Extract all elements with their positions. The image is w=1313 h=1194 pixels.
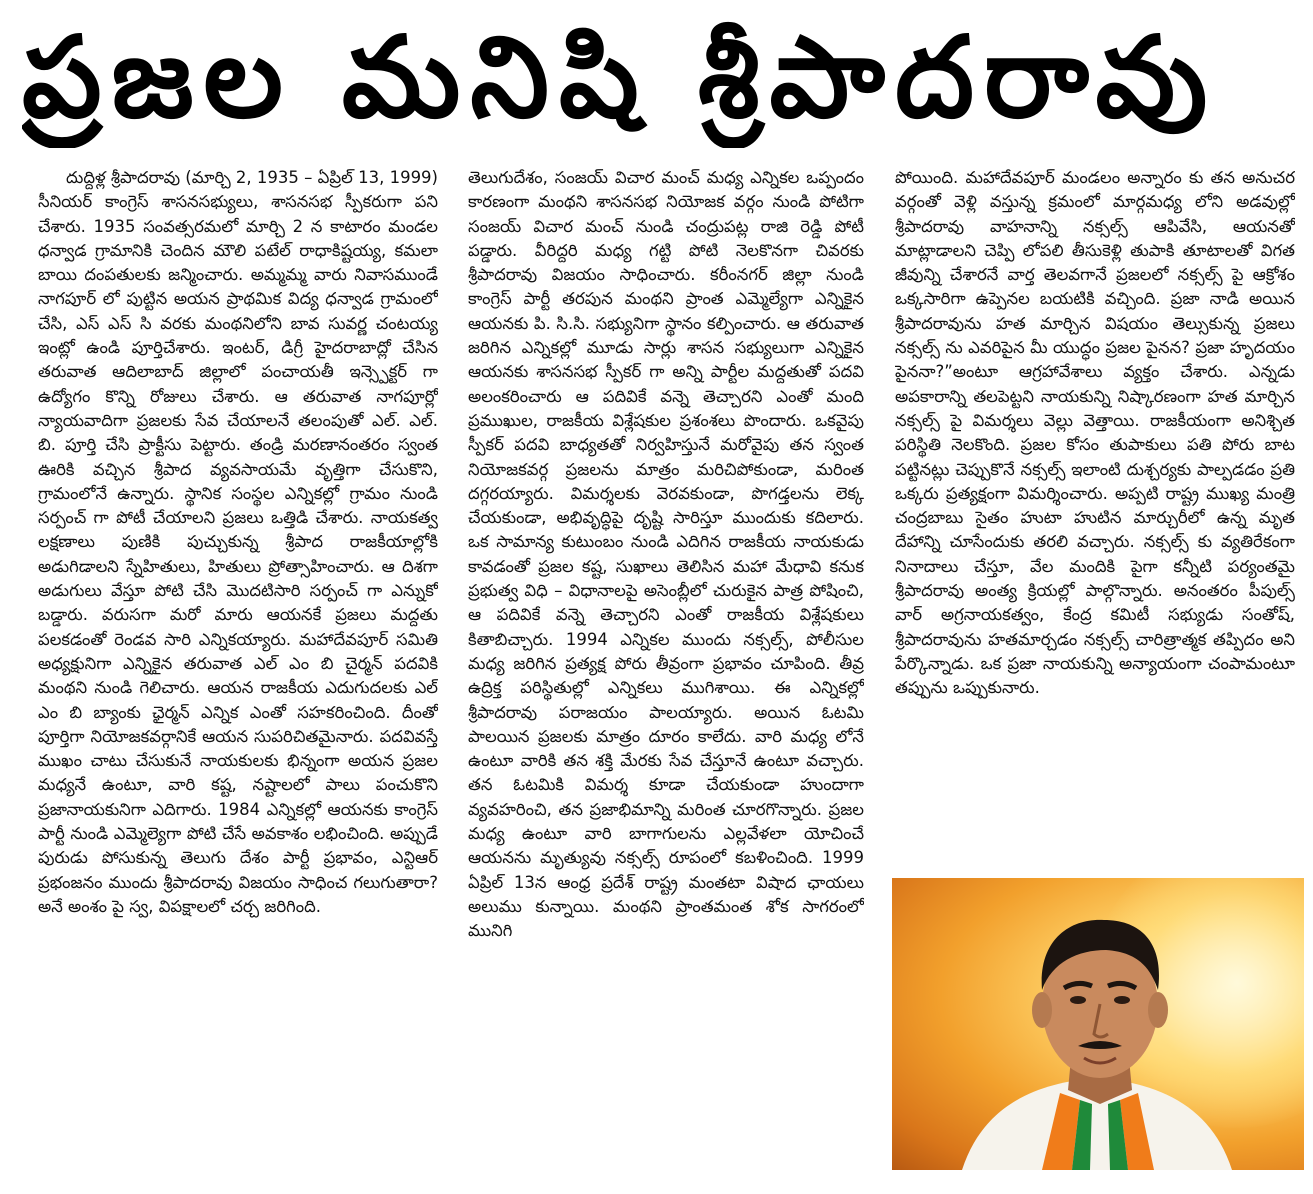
eye-left — [1070, 996, 1086, 1004]
article-column-3 — [895, 166, 1295, 872]
ear-right — [1148, 992, 1168, 1028]
ear-left — [1032, 992, 1052, 1028]
eye-right — [1114, 996, 1130, 1004]
portrait-photo-icon — [892, 878, 1304, 1170]
portrait-photo — [892, 878, 1304, 1170]
column-2-text: తెలుగుదేశం, సంజయ్ విచార మంచ్ మధ్య ఎన్నికల ఒప్పందం కారణంగా మంథని శాసనసభ నియోజక వర్గం నుండి పోటిగా సంజయ్ విచార మంచ్ నుండి చంద్రుపట్ల రాజి రెడ్డి పోటీ పడ్డారు. వీరిద్దరి మధ్య గట్టి పోటి నెలకొనగా చివరకు శ్రీపాదరావు విజయం సాధించారు. కరీంనగర్ జిల్లా నుండి కాంగ్రెస్ పార్టీ తరపున మంథని ప్రాంత ఎమ్మెల్యేగా ఎన్నికైన ఆయనకు పి. సి.సి. సభ్యునిగా స్థానం కల్పించారు. ఆ తరువాత జరిగిన ఎన్నికల్లో మూడు సార్లు శాసన సభ్యులుగా ఎన్నికైన ఆయనకు శాసనసభ స్పీకర్ గా అన్ని పార్టీల మద్దతుతో పదవి అలంకరించారు ఆ పదివికే వన్నె తెచ్చారని ఎంతో మంది ప్రముఖుల, రాజకీయ విశ్లేషకుల ప్రశంశలు పొందారు. ఒకవైపు స్పీకర్ పదవి బాధ్యతతో నిర్వహిస్తునే మరోవైపు తన స్వంత నియోజకవర్గ ప్రజలను మాత్రం మరిచిపోకుండా, మరింత దగ్గరయ్యారు. విమర్శలకు వెరవకుండా, పొగడ్తలను లెక్క చేయకుండా, అభివృద్ధిపై దృష్టి సారిస్తూ ముందుకు కదిలారు. ఒక సామాన్య కుటుంబం నుండి ఎదిగిన రాజకీయ నాయకుడు కావడంతో ప్రజల కష్ట, సుఖాలు తెలిసిన మహా మేధావి కనుక ప్రభుత్వ విధి – విధానాలపై అసెంబ్లీలో చురుకైన పాత్ర పోషించి, ఆ పదివికే వన్నె తెచ్చారని ఎంతో రాజకీయ విశ్లేషకులు కితాబిచ్చారు. 1994 ఎన్నికల ముందు నక్సల్స్, పోలీసుల మధ్య జరిగిన ప్రత్యక్ష పోరు తీవ్రంగా ప్రభావం చూపింది. తీవ్ర ఉద్రిక్త పరిస్థితుల్లో ఎన్నికలు ముగిశాయి. ఈ ఎన్నికల్లో శ్రీపాదరావు పరాజయం పాలయ్యారు. అయిన ఓటమి పాలయిన ప్రజలకు మాత్రం దూరం కాలేదు. వారి మధ్య లోనే ఉంటూ వారికి తన శక్తి మేరకు సేవ చేస్తూనే ఉంటూ వచ్చారు. తన ఓటమికి విమర్శ కూడా చేయకుండా హుందాగా వ్యవహరించి, తన ప్రజాభిమాన్ని మరింత చూరగొన్నారు. ప్రజల మధ్య ఉంటూ వారి బాగాగులను ఎల్లవేళలా యోచించే ఆయనను మృత్యువు నక్సల్స్ రూపంలో కబళించింది. 1999 ఏప్రిల్ 13న ఆంధ్ర ప్రదేశ్ రాష్ట్ర మంతటా విషాద ఛాయలు అలుము కున్నాయి. మంథని ప్రాంతమంత శోక సాగరంలో మునిగి — [468, 168, 864, 941]
headline: ప్రజల మనిషి శ్రీపాదరావు — [22, 13, 1218, 143]
article-column-2 — [468, 166, 864, 1186]
column-3-text: పోయింది. మహాదేవపూర్ మండలం అన్నారం కు తన అనుచర వర్గంతో వెళ్లి వస్తున్న క్రమంలో మార్గమధ్య లోని అడవుల్లో శ్రీపాదరావు వాహనాన్ని నక్సల్స్ ఆపివేసి, ఆయనతో మాట్లాడాలని చెప్పి లోపలి తీసుకెళ్లి తుపాకి తూటాలతో విగత జీవున్ని చేశారనే వార్త తెలవగానే ప్రజలలో నక్సల్స్ పై ఆక్రోశం ఒక్కసారిగా ఉప్పెనల బయటికి వచ్చింది. ప్రజా నాడి అయిన శ్రీపాదరావును హత మార్చిన విషయం తెల్సుకున్న ప్రజలు నక్సల్స్ ను ఎవరిపైన మీ యుద్ధం ప్రజల పైనన? ప్రజా హృదయం పైననా?”అంటూ ఆగ్రహావేశాలు వ్యక్తం చేశారు. ఎన్నడు అపకారాన్ని తలపెట్టని నాయకున్ని నిష్కారణంగా హత మార్చిన నక్సల్స్ పై విమర్శలు వెల్లు వెత్తాయి. రాజకీయంగా అనిశ్చిత పరిస్థితి నెలకొంది. ప్రజల కోసం తుపాకులు పతి పోరు బాట పట్టినట్లు చెప్పుకొనే నక్సల్స్ ఇలాంటి దుశ్చర్యకు పాల్పడడం ప్రతి ఒక్కరు ప్రత్యక్షంగా విమర్శించారు. అప్పటి రాష్ట్ర ముఖ్య మంత్రి చంద్రబాబు సైతం హుటా హుటిన మార్చురీలో ఉన్న మృత దేహాన్ని చూసేందుకు తరలి వచ్చారు. నక్సల్స్ కు వ్యతిరేకంగా నినాదాలు చేస్తూ, వేల మందికి పైగా కన్నీటి పర్యంతమై శ్రీపాదరావు అంత్య క్రియల్లో పాల్గొన్నారు. అనంతరం పీపుల్స్ వార్ అగ్రనాయకత్వం, కేంద్ర కమిటీ సభ్యుడు సంతోష్, శ్రీపాదరావును హతమార్చడం నక్సల్స్ చారిత్రాత్మక తప్పిదం అని పేర్కొన్నాడు. ఒక ప్రజా నాయకున్ని అన్యాయంగా చంపామంటూ తప్పును ఒప్పుకునారు. — [895, 168, 1295, 698]
column-1-text: దుద్దిళ్ల శ్రీపాదరావు (మార్చి 2, 1935 – ఏప్రిల్ 13, 1999) సీనియర్ కాంగ్రెస్ శాసనసభ్యులు, శాసనసభ స్పీకరుగా పని చేశారు. 1935 సంవత్సరమలో మార్చి 2 న కాటారం మండల ధన్వాడ గ్రామానికి చెందిన మౌలి పటేల్ రాధాకిష్టయ్య, కమలా బాయి దంపతులకు జన్మించారు. అమ్మమ్మ వారు నివాసముండే నాగపూర్ లో పుట్టిన అయన ప్రాథమిక విద్య ధన్వాడ గ్రామంలో చేసి, ఎస్ ఎస్ సి వరకు మంథనిలోని బావ సువర్ణ చంటయ్య ఇంట్లో ఉండి పూర్తిచేశారు. ఇంటర్, డిగ్రీ హైదరాబాద్లో చేసిన తరువాత ఆదిలాబాద్ జిల్లాలో పంచాయతీ ఇన్స్పెక్టర్ గా ఉద్యోగం కొన్ని రోజులు చేశారు. ఆ తరువాత నాగపూర్లో న్యాయవాదిగా ప్రజలకు సేవ చేయాలనే తలంపుతో ఎల్. ఎల్. బి. పూర్తి చేసి ప్రాక్టీసు పెట్టారు. తండ్రి మరణానంతరం స్వంత ఊరికి వచ్చిన శ్రీపాద వ్యవసాయమే వృత్తిగా చేసుకొని, గ్రామంలోనే ఉన్నారు. స్థానిక సంస్థల ఎన్నికల్లో గ్రామం నుండి సర్పంచ్ గా పోటీ చేయాలని ప్రజలు ఒత్తిడి చేశారు. నాయకత్వ లక్షణాలు పుణికి పుచ్చుకున్న శ్రీపాద రాజకీయాల్లోకి అడుగిడాలని స్నేహితులు, హితులు ప్రోత్సాహించారు. ఆ దిశగా అడుగులు వేస్తూ పోటి చేసి మొదటిసారి సర్పంచ్ గా ఎన్నుకో బడ్డారు. వరుసగా మరో మారు ఆయనకే ప్రజలు మద్దతు పలకడంతో రెండవ సారి ఎన్నికయ్యారు. మహాదేవపూర్ సమితి అధ్యక్షునిగా ఎన్నికైన తరువాత ఎల్ ఎం బి చైర్మన్ పదవికి మంథని నుండి గెలిచారు. ఆయన రాజకీయ ఎదుగుదలకు ఎల్ ఎం బి బ్యాంకు ఛైర్మన్ ఎన్నిక ఎంతో సహకరించింది. దీంతో పూర్తిగా నియోజకవర్గానికే ఆయన సుపరిచితమైనారు. పదవివస్తే ముఖం చాటు చేసుకునే నాయకులకు భిన్నంగా అయన ప్రజల మధ్యనే ఉంటూ, వారి కష్ట, నష్టాలలో పాలు పంచుకొని ప్రజానాయకునిగా ఎదిగారు. 1984 ఎన్నికల్లో ఆయనకు కాంగ్రెస్ పార్టీ నుండి ఎమ్మెల్యెగా పోటి చేసే అవకాశం లభించింది. అప్పుడే పురుడు పోసుకున్న తెలుగు దేశం పార్టీ ప్రభావం, ఎన్టిఆర్ ప్రభంజనం ముందు శ్రీపాదరావు విజయం సాధించ గలుగుతారా? అనే అంశం పై స్వ, విపక్షాలలో చర్చ జరిగింది. — [38, 168, 438, 916]
article-column-1 — [38, 166, 438, 1186]
